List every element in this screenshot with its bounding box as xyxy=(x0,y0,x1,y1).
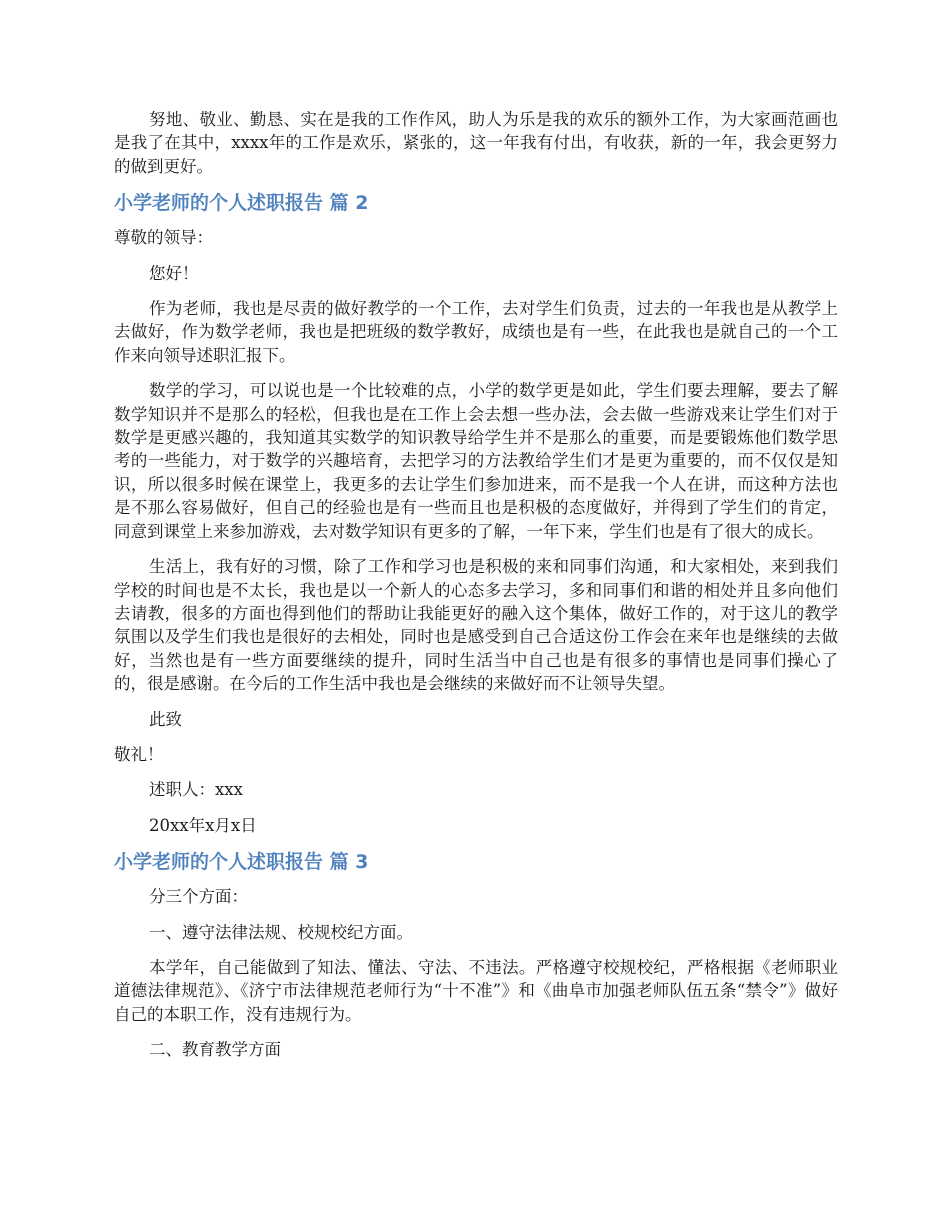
paragraph-intro: 努地、敬业、勤恳、实在是我的工作作风，助人为乐是我的欢乐的额外工作，为大家画范画也是我了在其中，xxxx年的工作是欢乐，紧张的，这一年我有付出，有收获，新的一年，我会更努力的做到更好。 xyxy=(114,110,838,176)
paragraph-three-aspects: 分三个方面： xyxy=(149,887,248,907)
closing-cizhi: 此致 xyxy=(149,709,182,729)
section-heading-3: 小学老师的个人述职报告 篇 3 xyxy=(114,851,369,874)
paragraph-teaching: 数学的学习，可以说也是一个比较难的点，小学的数学更是如此，学生们要去理解，要去了解数学知识并不是那么的轻松，但我也是在工作上会去想一些办法，会去做一些游戏来让学生们对于数学是更感兴趣的，我知道其实数学的知识教导给学生并不是那么的重要，而是要锻炼他们数学思考的一些能力，对于数学的兴趣培育，去把学习的方法教给学生们才是更为重要的，而不仅仅是知识，所以很多时候在课堂上，我更多的去让学生们参加进来，而不是我一个人在讲，而这种方法也是不那么容易做好，但自己的经验也是有一些而且也是积极的态度做好，并得到了学生们的肯定，同意到课堂上来参加游戏，去对数学知识有更多的了解，一年下来，学生们也是有了很大的成长。 xyxy=(114,381,838,541)
closing-jingli: 敬礼！ xyxy=(114,744,164,764)
paragraph-aspect-two: 二、教育教学方面 xyxy=(149,1040,281,1060)
signature-date: 20xx年x月x日 xyxy=(149,815,257,835)
greeting: 您好！ xyxy=(149,263,199,283)
document-page xyxy=(114,108,838,1074)
salutation: 尊敬的领导： xyxy=(114,228,213,248)
section-heading-2: 小学老师的个人述职报告 篇 2 xyxy=(114,192,369,215)
paragraph-role: 作为老师，我也是尽责的做好教学的一个工作，去对学生们负责，过去的一年我也是从教学上去做好，作为数学老师，我也是把班级的数学教好，成绩也是有一些，在此我也是就自己的一个工作来向领导述职汇报下。 xyxy=(114,299,838,365)
paragraph-aspect-one: 一、遵守法律法规、校规校纪方面。 xyxy=(149,922,413,942)
paragraph-life: 生活上，我有好的习惯，除了工作和学习也是积极的来和同事们沟通，和大家相处，来到我们学校的时间也是不太长，我也是以一个新人的心态多去学习，多和同事们和谐的相处并且多向他们去请教，很多的方面也得到他们的帮助让我能更好的融入这个集体，做好工作的，对于这儿的教学氛围以及学生们我也是很好的去相处，同时也是感受到自己合适这份工作会在来年也是继续的去做好，当然也是有一些方面要继续的提升，同时生活当中自己也是有很多的事情也是同事们操心了的，很是感谢。在今后的工作生活中我也是会继续的来做好而不让领导失望。 xyxy=(114,557,838,694)
signature-name: 述职人：xxx xyxy=(149,780,243,800)
paragraph-law-compliance: 本学年，自己能做到了知法、懂法、守法、不违法。严格遵守校规校纪，严格根据《老师职业道德法律规范》、《济宁市法律规范老师行为“十不准”》和《曲阜市加强老师队伍五条“禁令”》做好自己的本职工作，没有违规行为。 xyxy=(114,957,838,1024)
